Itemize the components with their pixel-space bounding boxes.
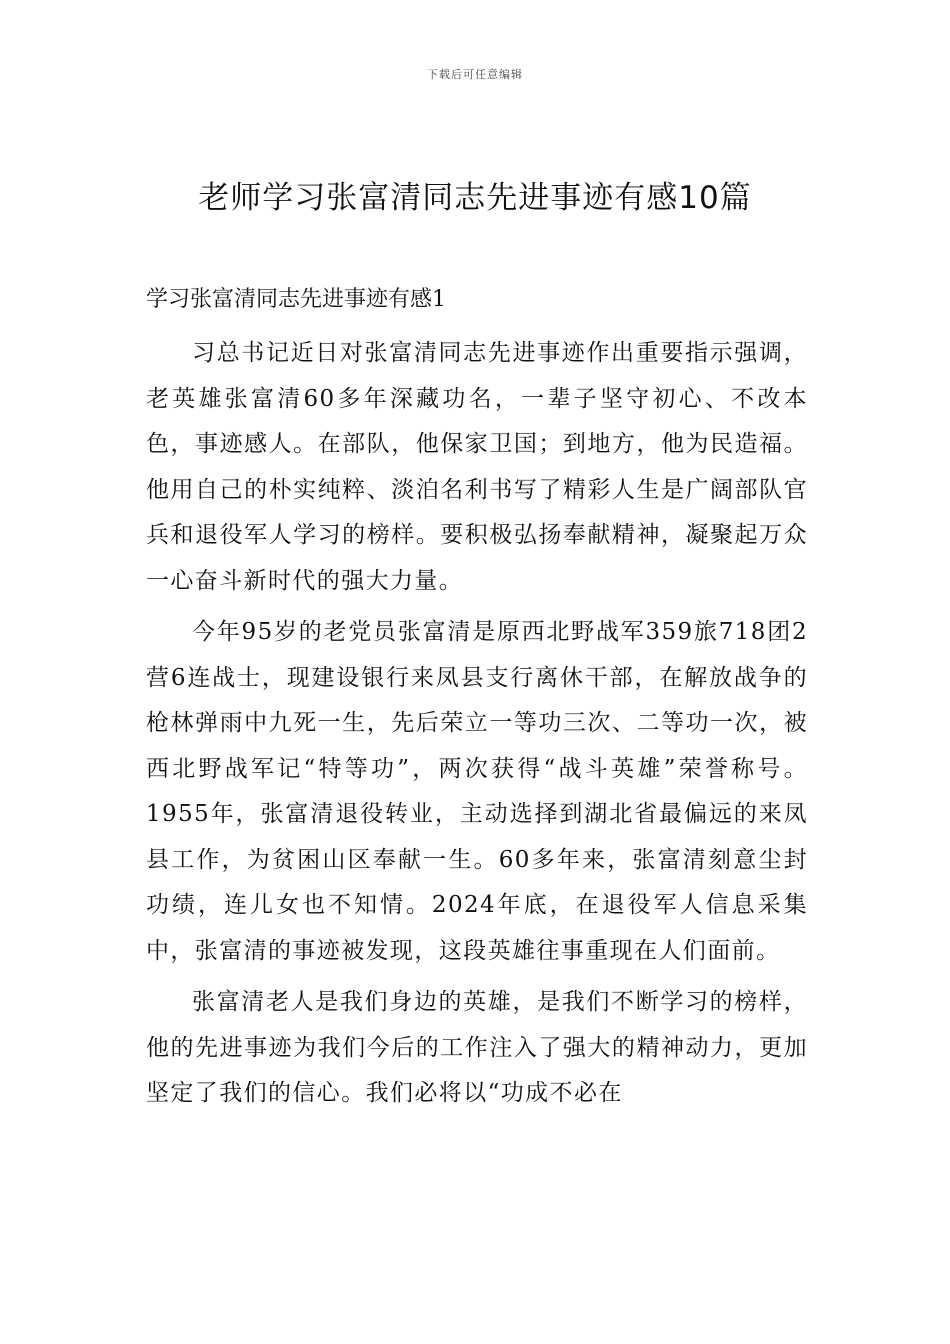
document-title: 老师学习张富清同志先进事迹有感10篇: [198, 180, 752, 216]
section-heading: 学习张富清同志先进事迹有感1: [146, 287, 446, 312]
body-text: [146, 331, 808, 1123]
header-note: 下载后可任意编辑: [427, 68, 523, 81]
paragraph: 今年95岁的老党员张富清是原西北野战军359旅718团2营6连战士，现建设银行来凤县支行离休干部，在解放战争的枪林弹雨中九死一生，先后荣立一等功三次、二等功一次，被西北野战军记“特等功”，两次获得“战斗英雄”荣誉称号。1955年，张富清退役转业，主动选择到湖北省最偏远的来凤县工作，为贫困山区奉献一生。60多年来，张富清刻意尘封功绩，连儿女也不知情。2024年底，在退役军人信息采集中，张富清的事迹被发现，这段英雄往事重现在人们面前。: [146, 619, 808, 964]
paragraph: 习总书记近日对张富清同志先进事迹作出重要指示强调，老英雄张富清60多年深藏功名，一辈子坚守初心、不改本色，事迹感人。在部队，他保家卫国；到地方，他为民造福。他用自己的朴实纯粹、淡泊名利书写了精彩人生是广阔部队官兵和退役军人学习的榜样。要积极弘扬奉献精神，凝聚起万众一心奋斗新时代的强大力量。: [146, 340, 808, 594]
paragraph: 张富清老人是我们身边的英雄，是我们不断学习的榜样，他的先进事迹为我们今后的工作注入了强大的精神动力，更加坚定了我们的信心。我们必将以“功成不必在: [146, 989, 808, 1106]
